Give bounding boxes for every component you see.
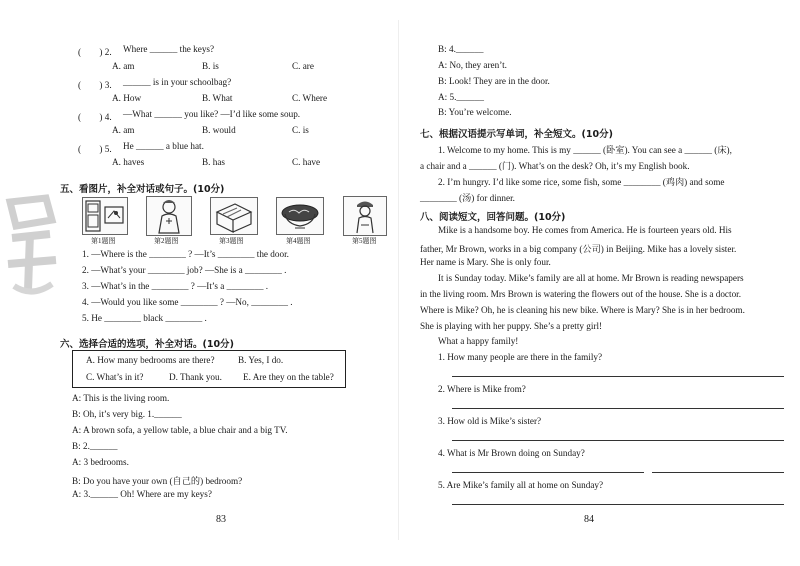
section6-title: 六、选择合适的选项，补全对话。(10分) bbox=[60, 339, 234, 350]
page-fold bbox=[398, 20, 399, 540]
page-number-left: 83 bbox=[216, 514, 226, 525]
passage-line-2: father, Mr Brown, works in a big company (公司) in Beijing. Mike has a lovely sister. bbox=[420, 244, 737, 254]
passage-line-5: in the living room. Mrs Brown is watering the flowers out of the house. She is a doctor. bbox=[420, 289, 742, 299]
question-2: 2. Where is Mike from? bbox=[438, 384, 526, 394]
q2-number: ( ) 2. bbox=[78, 47, 112, 57]
q3-text: ______ is in your schoolbag? bbox=[123, 77, 232, 87]
answer-line-3[interactable] bbox=[452, 440, 784, 441]
caption-5: 第5题图 bbox=[352, 237, 377, 245]
q5-number: ( ) 5. bbox=[78, 144, 112, 154]
q3-number: ( ) 3. bbox=[78, 80, 112, 90]
passage-line-8: What a happy family! bbox=[438, 336, 519, 346]
answer-line-2[interactable] bbox=[452, 408, 784, 409]
stamp-mark bbox=[2, 190, 62, 300]
q2-text: Where ______ the keys? bbox=[123, 44, 215, 54]
passage-line-3: Her name is Mary. She is only four. bbox=[420, 257, 551, 267]
dialog-line-4: B: 2.______ bbox=[72, 441, 118, 451]
q3-option-b: B. What bbox=[202, 93, 233, 103]
s5-line-2: 2. —What’s your ________ job? —She is a ________ . bbox=[82, 265, 287, 275]
passage-line-4: It is Sunday today. Mike’s family are all at home. Mr Brown is reading newspapers bbox=[438, 273, 744, 283]
q2-option-a: A. am bbox=[112, 61, 135, 71]
question-3: 3. How old is Mike’s sister? bbox=[438, 416, 542, 426]
dialog-cont-line-4: A: 5.______ bbox=[438, 92, 484, 102]
s7-line-1: 1. Welcome to my home. This is my ______ (卧室). You can see a ______ (床), bbox=[438, 145, 732, 155]
option-b: B. Yes, I do. bbox=[238, 355, 284, 365]
q5-text: He ______ a blue hat. bbox=[123, 141, 204, 151]
dialog-cont-line-3: B: Look! They are in the door. bbox=[438, 76, 550, 86]
picture-3-box bbox=[210, 197, 258, 235]
q2-option-b: B. is bbox=[202, 61, 219, 71]
s7-line-3: 2. I’m hungry. I’d like some rice, some fish, some ________ (鸡肉) and some bbox=[438, 177, 725, 187]
dialog-line-6: B: Do you have your own (自己的) bedroom? bbox=[72, 476, 243, 486]
dialog-cont-line-5: B: You’re welcome. bbox=[438, 107, 512, 117]
q4-option-a: A. am bbox=[112, 125, 135, 135]
picture-2-nurse bbox=[146, 196, 192, 236]
q2-option-c: C. are bbox=[292, 61, 314, 71]
s5-line-3: 3. —What’s in the ________ ? —It’s a ________ . bbox=[82, 281, 269, 291]
section5-title: 五、看图片，补全对话或句子。(10分) bbox=[60, 184, 225, 195]
s7-line-4: ________ (汤) for dinner. bbox=[420, 193, 515, 203]
dialog-line-3: A: A brown sofa, a yellow table, a blue chair and a big TV. bbox=[72, 425, 288, 435]
caption-4: 第4题图 bbox=[286, 237, 311, 245]
dialog-line-1: A: This is the living room. bbox=[72, 393, 170, 403]
passage-line-1: Mike is a handsome boy. He comes from America. He is fourteen years old. His bbox=[438, 225, 732, 235]
option-c: C. What’s in it? bbox=[86, 372, 144, 382]
option-a: A. How many bedrooms are there? bbox=[86, 355, 215, 365]
dialog-line-2: B: Oh, it’s very big. 1.______ bbox=[72, 409, 182, 419]
s5-line-4: 4. —Would you like some ________ ? —No, ________ . bbox=[82, 297, 293, 307]
s5-line-1: 1. —Where is the ________ ? —It’s ________ the door. bbox=[82, 249, 289, 259]
picture-4-noodles bbox=[276, 197, 324, 235]
section7-title: 七、根据汉语提示写单词，补全短文。(10分) bbox=[420, 129, 613, 140]
picture-1-door-keys bbox=[82, 197, 128, 235]
caption-3: 第3题图 bbox=[219, 237, 244, 245]
q4-option-b: B. would bbox=[202, 125, 236, 135]
dialog-cont-line-1: B: 4.______ bbox=[438, 44, 484, 54]
q5-option-a: A. haves bbox=[112, 157, 145, 167]
caption-2: 第2题图 bbox=[154, 237, 179, 245]
page-number-right: 84 bbox=[584, 514, 594, 525]
question-4: 4. What is Mr Brown doing on Sunday? bbox=[438, 448, 585, 458]
caption-1: 第1题图 bbox=[91, 237, 116, 245]
answer-line-4a[interactable] bbox=[452, 472, 644, 473]
dialog-line-5: A: 3 bedrooms. bbox=[72, 457, 129, 467]
answer-line-4b[interactable] bbox=[652, 472, 784, 473]
q3-option-c: C. Where bbox=[292, 93, 328, 103]
passage-line-6: Where is Mike? Oh, he is cleaning his new bike. Where is Mary? She is in her bedroom. bbox=[420, 305, 745, 315]
answer-line-5[interactable] bbox=[452, 504, 784, 505]
passage-line-7: She is playing with her puppy. She’s a pretty girl! bbox=[420, 321, 603, 331]
option-e: E. Are they on the table? bbox=[243, 372, 334, 382]
dialog-line-7: A: 3.______ Oh! Where are my keys? bbox=[72, 489, 212, 499]
picture-5-boy bbox=[343, 196, 387, 236]
q4-option-c: C. is bbox=[292, 125, 309, 135]
q3-option-a: A. How bbox=[112, 93, 142, 103]
s7-line-2: a chair and a ______ (门). What’s on the desk? Oh, it’s my English book. bbox=[420, 161, 690, 171]
dialog-cont-line-2: A: No, they aren’t. bbox=[438, 60, 507, 70]
q4-text: —What ______ you like? —I’d like some soup. bbox=[123, 109, 301, 119]
q4-number: ( ) 4. bbox=[78, 112, 112, 122]
q5-option-b: B. has bbox=[202, 157, 225, 167]
q5-option-c: C. have bbox=[292, 157, 321, 167]
option-d: D. Thank you. bbox=[169, 372, 222, 382]
s5-line-5: 5. He ________ black ________ . bbox=[82, 313, 207, 323]
section8-title: 八、阅读短文，回答问题。(10分) bbox=[420, 212, 566, 223]
question-1: 1. How many people are there in the family? bbox=[438, 352, 603, 362]
answer-line-1[interactable] bbox=[452, 376, 784, 377]
question-5: 5. Are Mike’s family all at home on Sunday? bbox=[438, 480, 604, 490]
